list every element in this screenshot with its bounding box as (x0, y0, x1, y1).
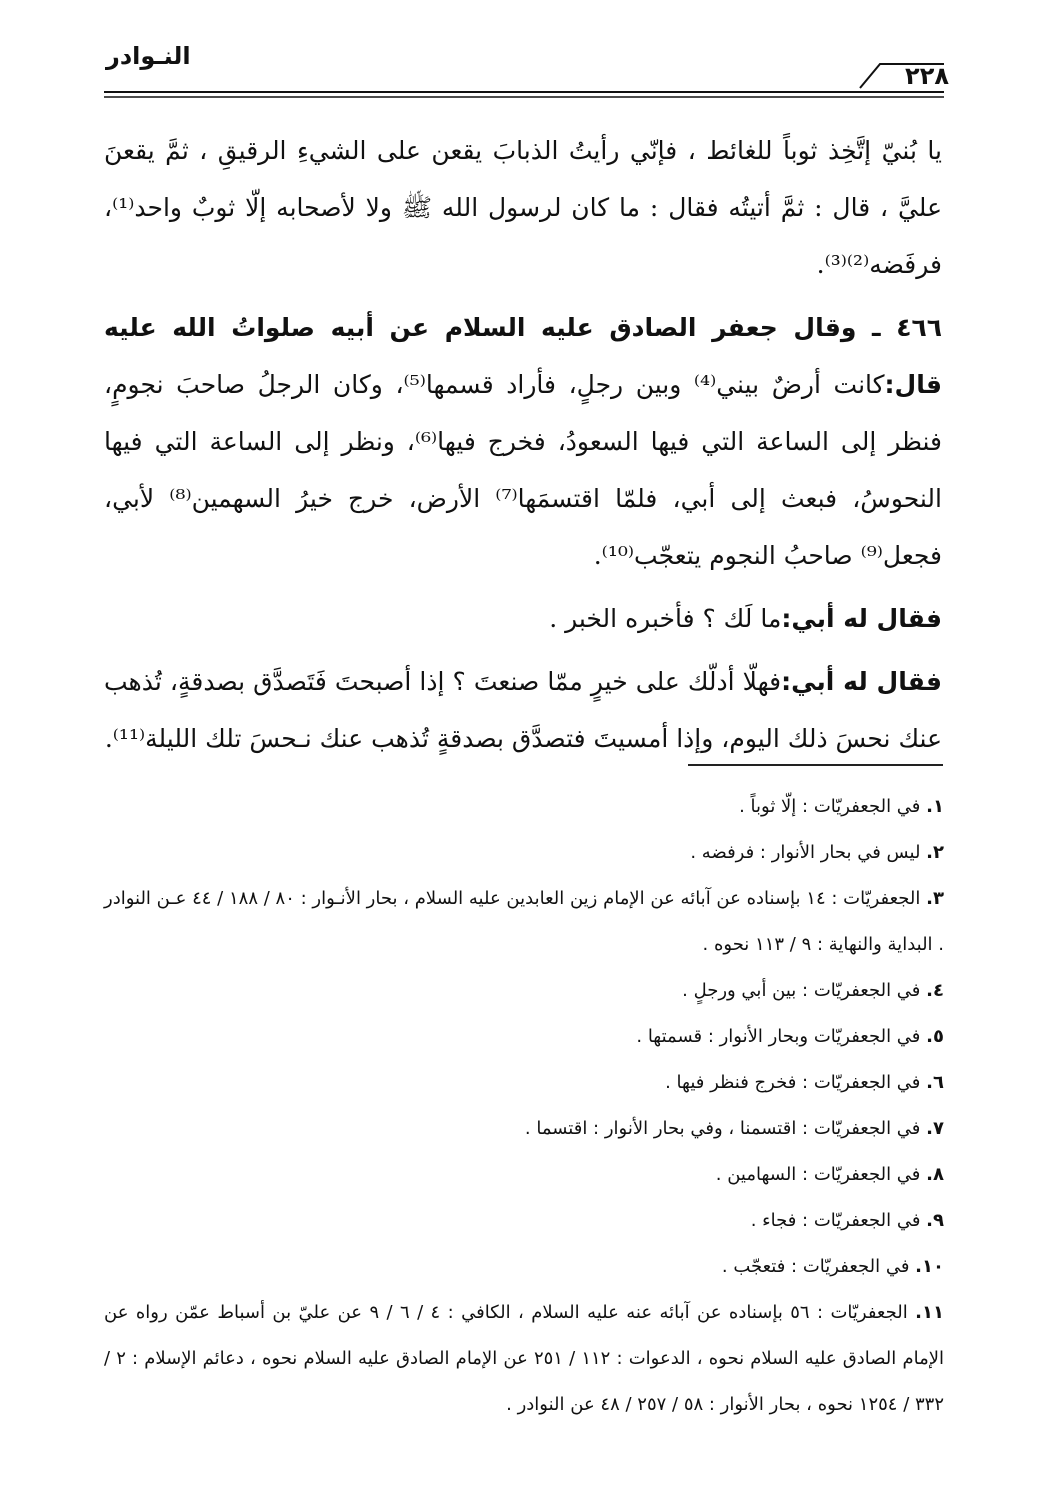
speech-text: ما لَك ؟ فأخبره الخبر . (549, 604, 782, 633)
footnote: ٥. في الجعفريّات وبحار الأنوار : قسمتها . (636, 1026, 944, 1047)
footnote: ٤. في الجعفريّات : بين أبي ورجلٍ . (682, 980, 944, 1001)
paragraph-1: يا بُنيّ إتَّخِذ ثوباً للغائط ، فإنّي رأيتُ الذبابَ يقعن على الشيءِ الرقيقِ ، ثمَّ يقعنَ عليَّ ، قال : ثمَّ أتيتُه فقال : ما كان لرسول الله ﷺ ولا لأصحابه إلّا ثوبٌ واحد⁽¹⁾، فرفَضه⁽²⁾⁽³⁾. (104, 136, 942, 279)
footnote: ١١. الجعفريّات : ٥٦ بإسناده عن آبائه عنه عليه السلام ، الكافي : ٤ / ٦ / ٩ عن عليّ بن أسباط عمّن رواه عن الإمام الصادق عليه السلام نحوه ، الدعوات : ١١٢ / ٢٥١ عن الإمام الصادق عليه السلام نحوه ، دعائم الإسلام : ٢ / ٣٣٢ / ١٢٥٤ نحوه ، بحار الأنوار : ٥٨ / ٢٥٧ / ٤٨ عن النوادر . (104, 1302, 944, 1415)
running-title: النـوادر (106, 42, 191, 70)
footnote: ٧. في الجعفريّات : اقتسمنا ، وفي بحار الأنوار : اقتسما . (524, 1118, 944, 1139)
footnote: ٨. في الجعفريّات : السهامين . (715, 1164, 944, 1185)
footnote: ٢. ليس في بحار الأنوار : فرفضه . (690, 842, 944, 863)
paragraph-2 (104, 299, 942, 584)
footnote: ٩. في الجعفريّات : فجاء . (750, 1210, 944, 1231)
hadith-lead: ٤٦٦ ـ وقال جعفر الصادق عليه السلام عن أبيه صلواتُ الله عليه قال: (104, 313, 942, 399)
footnote: ١٠. في الجعفريّات : فتعجّب . (721, 1256, 944, 1277)
page-number: ٢٢٨ (905, 62, 949, 90)
speech-text: فهلّا أدلّك على خيرٍ ممّا صنعتَ ؟ إذا أصبحتَ فَتَصدَّق بصدقةٍ، تُذهب عنك نحسَ ذلك اليوم، وإذا أمسيتَ فتصدَّق بصدقةٍ تُذهب عنك نـحسَ تلك الليلة⁽¹¹⁾. (104, 667, 942, 753)
footnote-separator (688, 764, 943, 766)
speaker-lead: فقال له أبي: (781, 667, 942, 696)
footnote: ١. في الجعفريّات : إلّا ثوباً . (739, 796, 944, 817)
speaker-lead: فقال له أبي: (781, 604, 942, 633)
footnotes (104, 784, 944, 1428)
footnote: ٦. في الجعفريّات : فخرج فنظر فيها . (665, 1072, 944, 1093)
paragraph-4 (104, 653, 942, 767)
paragraph-3 (104, 590, 942, 647)
hadith-text: كانت أرضٌ بيني⁽⁴⁾ وبين رجلٍ، فأراد قسمها⁽⁵⁾، وكان الرجلُ صاحبَ نجومٍ، فنظر إلى الساعة التي فيها السعودُ، فخرج فيها⁽⁶⁾، ونظر إلى الساعة التي فيها النحوسُ، فبعث إلى أبي، فلمّا اقتسمَها⁽⁷⁾ الأرض، خرج خيرُ السهمين⁽⁸⁾ لأبي، فجعل⁽⁹⁾ صاحبُ النجوم يتعجّب⁽¹⁰⁾. (104, 370, 942, 570)
footnote: ٣. الجعفريّات : ١٤ بإسناده عن آبائه عن الإمام زين العابدين عليه السلام ، بحار الأنـوار : ٨٠ / ١٨٨ / ٤٤ عـن النوادر . البداية والنهاية : ٩ / ١١٣ نحوه . (104, 888, 944, 955)
main-text (104, 122, 942, 767)
